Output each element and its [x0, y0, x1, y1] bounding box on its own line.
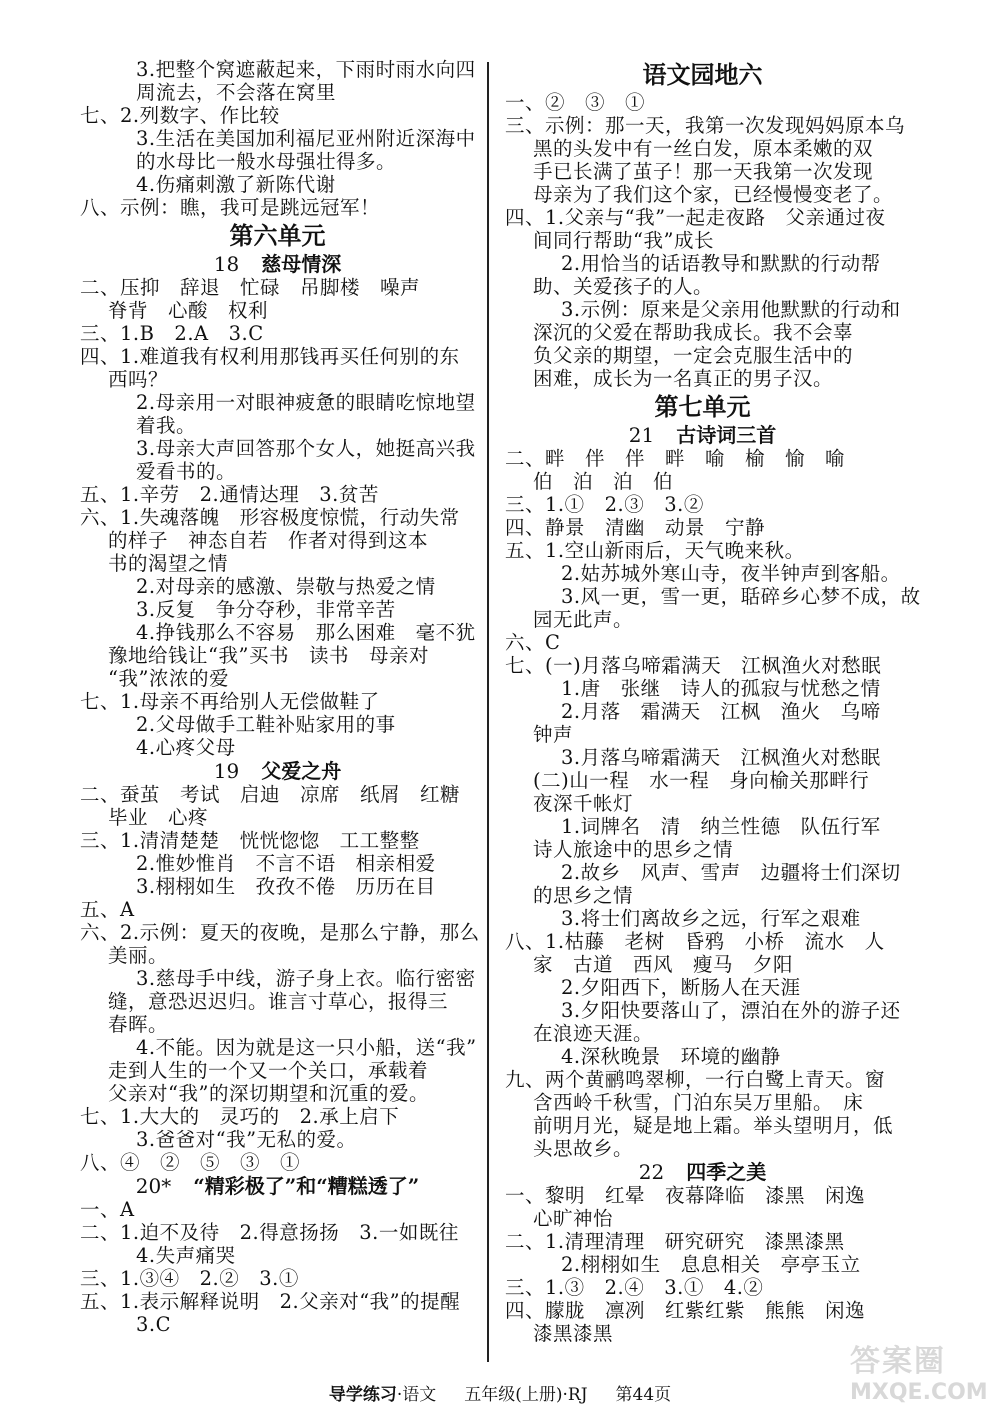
- answer-line: 3.慈母手中线，游子身上衣。临行密密: [136, 967, 476, 990]
- answer-line: 二、畔 伴 伴 畔 喻 榆 愉 喻: [505, 447, 846, 470]
- left-column: [80, 58, 480, 1336]
- answer-line: 4.失声痛哭: [136, 1244, 236, 1267]
- answer-line: 2.月落 霜满天 江枫 渔火 乌啼: [561, 700, 881, 723]
- answer-line: 3.夕阳快要落山了，漂泊在外的游子还: [561, 999, 901, 1022]
- answer-line: 3.C: [136, 1313, 172, 1336]
- answer-line: 四、朦胧 凛冽 红紫红紫 熊熊 闲逸: [505, 1299, 866, 1322]
- answer-line: 八、1.枯藤 老树 昏鸦 小桥 流水 人: [505, 930, 885, 953]
- unit-heading: 第六单元: [229, 222, 326, 250]
- answer-line: 七、(一)月落乌啼霜满天 江枫渔火对愁眠: [505, 654, 882, 677]
- answer-line: 2.对母亲的感激、崇敬与热爱之情: [136, 575, 436, 598]
- answer-line: 黑的头发中有一丝白发，原本柔嫩的双: [533, 137, 874, 160]
- answer-line: 四、1.难道我有权利用那钱再买任何别的东: [80, 345, 460, 368]
- lesson-name: 古诗词三首: [676, 423, 777, 447]
- watermark-text: 答案圈: [850, 1344, 946, 1379]
- answer-line: 头思故乡。: [533, 1137, 634, 1160]
- answer-line: “我”浓浓的爱: [108, 667, 229, 690]
- right-column: [505, 58, 921, 1345]
- answer-line: 二、1.迫不及待 2.得意扬扬 3.一如既往: [80, 1221, 459, 1244]
- answer-line: 钟声: [533, 723, 574, 746]
- footer-edition: ·RJ: [562, 1385, 588, 1405]
- answer-line: 六、C: [505, 631, 561, 654]
- lesson-number: 21: [628, 423, 655, 447]
- answer-line: 负父亲的期望，一定会克服生活中的: [533, 344, 854, 367]
- answer-line: 母亲为了我们这个家，已经慢慢变老了。: [533, 183, 894, 206]
- answer-line: 4.心疼父母: [136, 736, 236, 759]
- answer-line: 八、示例：瞧，我可是跳远冠军！: [80, 196, 381, 219]
- answer-line: 心旷神怡: [533, 1207, 614, 1230]
- answer-line: (二)山一程 水一程 身向榆关那畔行: [533, 769, 870, 792]
- answer-line: 手已长满了茧子！那一天我第一次发现: [533, 160, 874, 183]
- lesson-name: “精彩极了”和“糟糕透了”: [193, 1174, 420, 1198]
- answer-line: 八、④ ② ⑤ ③ ①: [80, 1151, 301, 1174]
- answer-line: 夜深千帐灯: [533, 792, 634, 815]
- answer-line: 家 古道 西风 瘦马 夕阳: [533, 953, 794, 976]
- watermark-logo: [850, 1336, 988, 1416]
- answer-line: 走到人生的一个又一个关口，承载着: [108, 1059, 429, 1082]
- answer-line: 二、压抑 辞退 忙碌 吊脚楼 噪声: [80, 276, 421, 299]
- answer-line: 3.将士们离故乡之远，行军之艰难: [561, 907, 861, 930]
- unit-heading: 第七单元: [654, 393, 751, 421]
- answer-line: 3.反复 争分夺秒，非常辛苦: [136, 598, 396, 621]
- answer-line: 九、两个黄鹂鸣翠柳，一行白鹭上青天。窗: [505, 1068, 886, 1091]
- answer-line: 2.惟妙惟肖 不言不语 相亲相爱: [136, 852, 436, 875]
- answer-line: 一、② ③ ①: [505, 91, 646, 114]
- lesson-name: 父爱之舟: [261, 759, 342, 783]
- footer-brand: 导学练习: [328, 1385, 397, 1405]
- answer-line: 助、关爱孩子的人。: [533, 275, 714, 298]
- answer-line: 漆黑漆黑: [533, 1322, 614, 1345]
- answer-line: 五、A: [80, 898, 135, 921]
- lesson-number: 22: [638, 1160, 665, 1184]
- column-divider: [487, 62, 489, 1362]
- answer-line: 1.唐 张继 诗人的孤寂与忧愁之情: [561, 677, 881, 700]
- answer-line: 的水母比一般水母强壮得多。: [136, 150, 397, 173]
- answer-line: 书的渴望之情: [108, 552, 229, 575]
- answer-line: 4.挣钱那么不容易 那么困难 毫不犹: [136, 621, 476, 644]
- lesson-title: [505, 1160, 900, 1184]
- answer-line: 六、2.示例：夏天的夜晚，是那么宁静，那么: [80, 921, 480, 944]
- answer-line: 春晖。: [108, 1013, 169, 1036]
- answer-line: 诗人旅途中的思乡之情: [533, 838, 734, 861]
- answer-line: 父亲对“我”的深切期望和沉重的爱。: [108, 1082, 429, 1105]
- answer-line: 四、1.父亲与“我”一起走夜路 父亲通过夜: [505, 206, 886, 229]
- answer-line: 3.风一更，雪一更，聒碎乡心梦不成，故: [561, 585, 921, 608]
- answer-line: 4.深秋晚景 环境的幽静: [561, 1045, 781, 1068]
- answer-line: 西吗？: [108, 368, 169, 391]
- answer-line: 美丽。: [108, 944, 169, 967]
- lesson-number: 20*: [135, 1174, 172, 1198]
- answer-line: 爱看书的。: [136, 460, 237, 483]
- lesson-title: [80, 759, 475, 783]
- answer-line: 深沉的父爱在帮助我成长。我不会辜: [533, 321, 854, 344]
- answer-line: 1.词牌名 清 纳兰性德 队伍行军: [561, 815, 881, 838]
- answer-line: 缝，意恐迟迟归。谁言寸草心，报得三: [108, 990, 449, 1013]
- lesson-name: 四季之美: [686, 1160, 767, 1184]
- answer-line: 3.母亲大声回答那个女人，她挺高兴我: [136, 437, 476, 460]
- answer-line: 五、1.表示解释说明 2.父亲对“我”的提醒: [80, 1290, 461, 1313]
- footer-grade: 五年级(上册): [464, 1385, 563, 1405]
- unit-heading: 语文园地六: [642, 61, 763, 89]
- lesson-number: 19: [213, 759, 240, 783]
- answer-line: 四、静景 清幽 动景 宁静: [505, 516, 766, 539]
- answer-line: 五、1.空山新雨后，天气晚来秋。: [505, 539, 805, 562]
- answer-line: 困难，成长为一名真正的男子汉。: [533, 367, 834, 390]
- answer-line: 七、1.大大的 灵巧的 2.承上启下: [80, 1105, 400, 1128]
- answer-line: 三、1.B 2.A 3.C: [80, 322, 264, 345]
- answer-line: 4.伤痛刺激了新陈代谢: [136, 173, 336, 196]
- answer-line: 五、1.辛劳 2.通情达理 3.贫苦: [80, 483, 379, 506]
- answer-line: 3.栩栩如生 孜孜不倦 历历在目: [136, 875, 436, 898]
- answer-line: 伯 泊 泊 伯: [533, 470, 674, 493]
- answer-line: 间同行帮助“我”成长: [533, 229, 714, 252]
- answer-line: 一、A: [80, 1198, 135, 1221]
- footer-page-number: 第44页: [615, 1385, 672, 1405]
- answer-line: 3.爸爸对“我”无私的爱。: [136, 1128, 357, 1151]
- answer-line: 七、1.母亲不再给别人无偿做鞋了: [80, 690, 380, 713]
- answer-line: 脊背 心酸 权利: [108, 299, 269, 322]
- lesson-name: 慈母情深: [261, 252, 342, 276]
- answer-line: 周流去，不会落在窝里: [136, 81, 337, 104]
- answer-line: 六、1.失魂落魄 形容极度惊慌，行动失常: [80, 506, 460, 529]
- answer-line: 七、2.列数字、作比较: [80, 104, 280, 127]
- answer-line: 二、1.清理清理 研究研究 漆黑漆黑: [505, 1230, 845, 1253]
- answer-line: 3.示例：原来是父亲用他默默的行动和: [561, 298, 901, 321]
- answer-line: 3.生活在美国加利福尼亚州附近深海中: [136, 127, 476, 150]
- answer-line: 三、示例：那一天，我第一次发现妈妈原本乌: [505, 114, 906, 137]
- answer-line: 2.用恰当的话语教导和默默的行动帮: [561, 252, 881, 275]
- answer-line: 2.夕阳西下，断肠人在天涯: [561, 976, 801, 999]
- footer-subject: ·语文: [396, 1385, 437, 1405]
- answer-line: 2.父母做手工鞋补贴家用的事: [136, 713, 396, 736]
- answer-line: 2.母亲用一对眼神疲惫的眼睛吃惊地望: [136, 391, 476, 414]
- answer-line: 三、1.清清楚楚 恍恍惚惚 工工整整: [80, 829, 420, 852]
- answer-line: 着我。: [136, 414, 197, 437]
- answer-line: 一、黎明 红晕 夜幕降临 漆黑 闲逸: [505, 1184, 866, 1207]
- answer-line: 2.故乡 风声、雪声 边疆将士们深切: [561, 861, 901, 884]
- answer-line: 2.栩栩如生 息息相关 亭亭玉立: [561, 1253, 861, 1276]
- lesson-title: [505, 423, 900, 447]
- answer-line: 3.月落乌啼霜满天 江枫渔火对愁眠: [561, 746, 881, 769]
- lesson-title: [80, 252, 475, 276]
- lesson-number: 18: [213, 252, 240, 276]
- answer-line: 二、蚕茧 考试 启迪 凉席 纸屑 红糖: [80, 783, 461, 806]
- answer-line: 的样子 神态自若 作者对得到这本: [108, 529, 429, 552]
- answer-line: 前明月光，疑是地上霜。举头望明月，低: [533, 1114, 894, 1137]
- watermark-url: MXQE.COM: [850, 1380, 988, 1405]
- answer-line: 含西岭千秋雪，门泊东吴万里船。 床: [533, 1091, 864, 1114]
- answer-line: 2.姑苏城外寒山寺，夜半钟声到客船。: [561, 562, 901, 585]
- answer-line: 在浪迹天涯。: [533, 1022, 654, 1045]
- answer-line: 的思乡之情: [533, 884, 634, 907]
- answer-line: 3.把整个窝遮蔽起来，下雨时雨水向四: [136, 58, 476, 81]
- answer-line: 4.不能。因为就是这一只小船，送“我”: [136, 1036, 477, 1059]
- lesson-title: [80, 1174, 475, 1198]
- answer-line: 三、1.① 2.③ 3.②: [505, 493, 704, 516]
- answer-line: 园无此声。: [533, 608, 634, 631]
- answer-line: 豫地给钱让“我”买书 读书 母亲对: [108, 644, 429, 667]
- answer-line: 三、1.③④ 2.② 3.①: [80, 1267, 299, 1290]
- answer-line: 三、1.③ 2.④ 3.① 4.②: [505, 1276, 764, 1299]
- answer-line: 毕业 心疼: [108, 806, 209, 829]
